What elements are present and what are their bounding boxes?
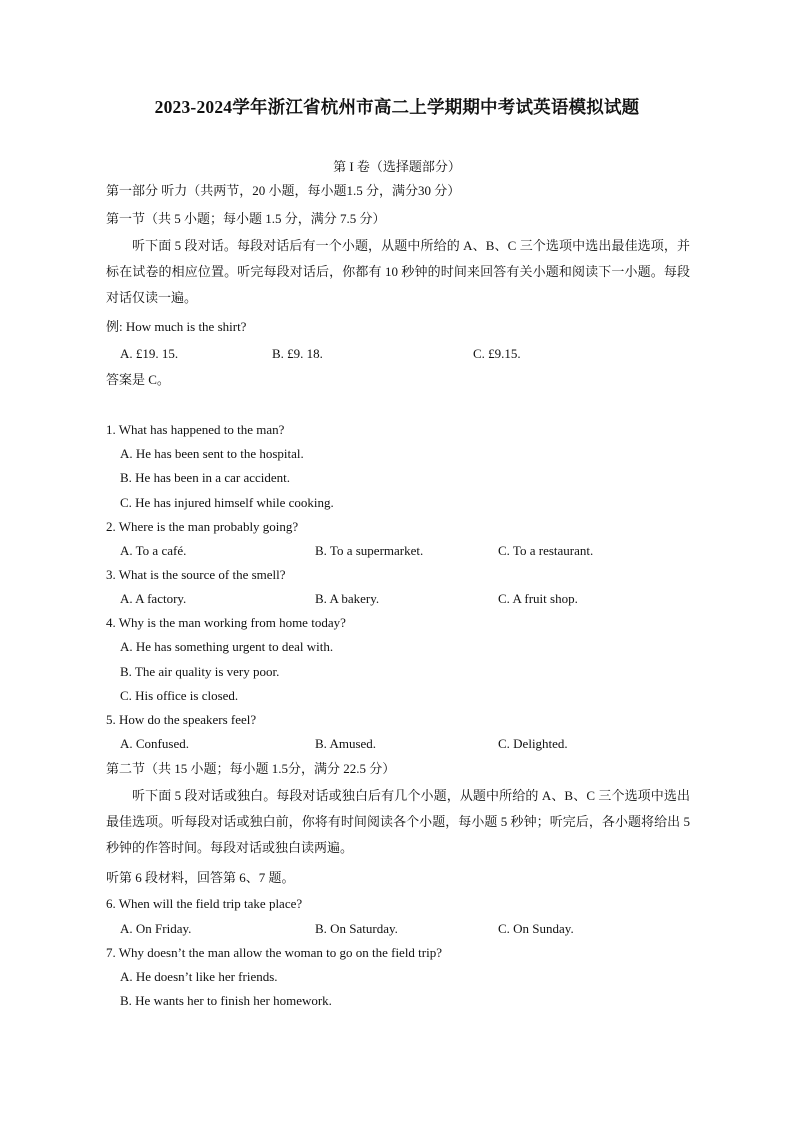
q5-option-b: B. Amused. (315, 736, 377, 751)
q2-option-b: B. To a supermarket. (315, 543, 424, 558)
example-option-c: C. £9.15. (473, 346, 521, 361)
question-4: 4. Why is the man working from home today? (106, 615, 346, 630)
q3-option-c: C. A fruit shop. (498, 591, 578, 606)
q1-option-c: C. He has injured himself while cooking. (120, 495, 334, 510)
example-option-a: A. £19. 15. (120, 346, 179, 361)
q5-option-a: A. Confused. (120, 736, 189, 751)
q4-option-c: C. His office is closed. (120, 688, 239, 703)
q1-option-a: A. He has been sent to the hospital. (120, 446, 304, 461)
section1-instructions: 听下面 5 段对话。每段对话后有一个小题，从题中所给的 A、B、C 三个选项中选出最佳选项，并标在试卷的相应位置。听完每段对话后，你都有 10 秒钟的时间来回答有关小题和阅读下一小题。每段对话仅读一遍。 (106, 238, 690, 305)
question-7: 7. Why doesn’t the man allow the woman to go on the field trip? (106, 945, 443, 960)
q2-option-c: C. To a restaurant. (498, 543, 594, 558)
section1-heading: 第一节（共 5 小题；每小题 1.5 分，满分 7.5 分） (106, 211, 386, 226)
material-6-heading: 听第 6 段材料，回答第 6、7 题。 (106, 870, 295, 885)
q7-option-a: A. He doesn’t like her friends. (120, 969, 278, 984)
q3-option-a: A. A factory. (120, 591, 187, 606)
q6-option-b: B. On Saturday. (315, 921, 398, 936)
q1-option-b: B. He has been in a car accident. (120, 470, 291, 485)
q6-option-a: A. On Friday. (120, 921, 192, 936)
q4-option-a: A. He has something urgent to deal with. (120, 639, 334, 654)
q3-option-b: B. A bakery. (315, 591, 380, 606)
section2-heading: 第二节（共 15 小题；每小题 1.5分，满分 22.5 分） (106, 761, 396, 776)
question-1: 1. What has happened to the man? (106, 422, 285, 437)
question-2: 2. Where is the man probably going? (106, 519, 299, 534)
example-answer: 答案是 C。 (106, 372, 170, 387)
example-option-b: B. £9. 18. (272, 346, 323, 361)
q5-option-c: C. Delighted. (498, 736, 568, 751)
q6-option-c: C. On Sunday. (498, 921, 574, 936)
q2-option-a: A. To a café. (120, 543, 187, 558)
part1-heading: 第一部分 听力（共两节，20 小题，每小题1.5 分，满分30 分） (106, 183, 461, 198)
q4-option-b: B. The air quality is very poor. (120, 664, 280, 679)
example-question: 例: How much is the shirt? (106, 319, 247, 334)
volume-heading: 第 I 卷（选择题部分） (333, 159, 461, 174)
exam-title: 2023-2024学年浙江省杭州市高二上学期期中考试英语模拟试题 (154, 97, 640, 117)
question-3: 3. What is the source of the smell? (106, 567, 286, 582)
question-6: 6. When will the field trip take place? (106, 896, 303, 911)
section2-instructions: 听下面 5 段对话或独白。每段对话或独白后有几个小题，从题中所给的 A、B、C 三个选项中选出最佳选项。听每段对话或独白前，你将有时间阅读各个小题，每小题 5 秒钟；听完后，各小题将给出 5 秒钟的作答时间。每段对话或独白读两遍。 (106, 788, 690, 855)
question-5: 5. How do the speakers feel? (106, 712, 257, 727)
q7-option-b: B. He wants her to finish her homework. (120, 993, 332, 1008)
